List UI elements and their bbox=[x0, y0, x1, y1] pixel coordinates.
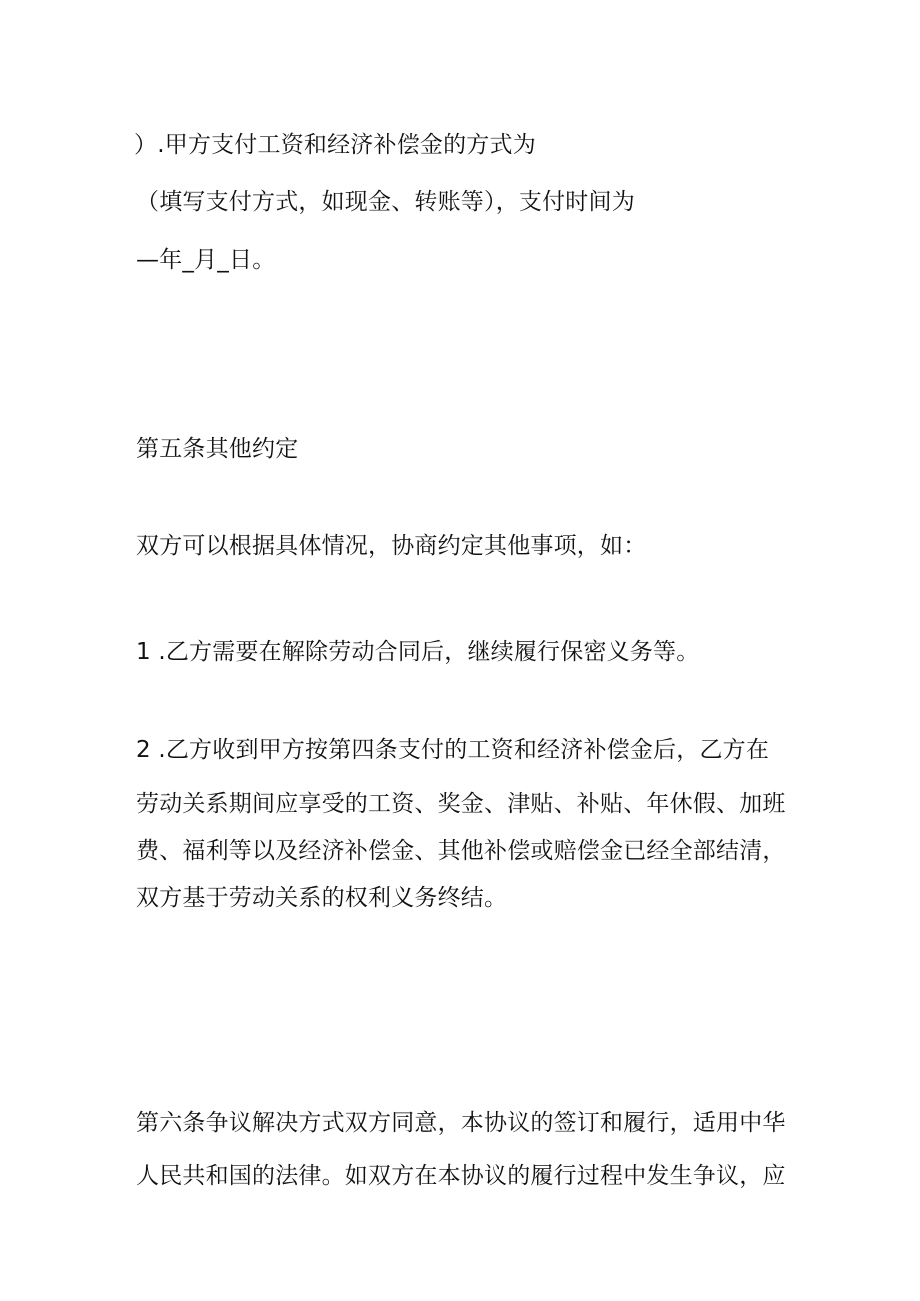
article6-line2: 人民共和国的法律。如双方在本协议的履行过程中发生争议，应 bbox=[136, 1163, 786, 1189]
article5-intro: 双方可以根据具体情况，协商约定其他事项，如： bbox=[136, 533, 647, 559]
article5-heading: 第五条其他约定 bbox=[136, 436, 299, 462]
article5-item2-line3: 费、福利等以及经济补偿金、其他补偿或赔偿金已经全部结清， bbox=[136, 838, 786, 864]
article5-item2-line1: 2 .乙方收到甲方按第四条支付的工资和经济补偿金后，乙方在 bbox=[136, 737, 770, 763]
payment-date-line: —年_月_日。 bbox=[136, 247, 276, 273]
article5-item1: 1 .乙方需要在解除劳动合同后，继续履行保密义务等。 bbox=[136, 639, 700, 665]
article6-line1: 第六条争议解决方式双方同意，本协议的签订和履行，适用中华 bbox=[136, 1110, 786, 1136]
payment-method-detail-line: （填写支付方式，如现金、转账等），支付时间为 bbox=[136, 189, 635, 215]
article5-item2-line4: 双方基于劳动关系的权利义务终结。 bbox=[136, 885, 508, 911]
article5-item2-line2: 劳动关系期间应享受的工资、奖金、津贴、补贴、年休假、加班 bbox=[136, 791, 786, 817]
payment-method-line: ）.甲方支付工资和经济补偿金的方式为 bbox=[134, 132, 536, 158]
